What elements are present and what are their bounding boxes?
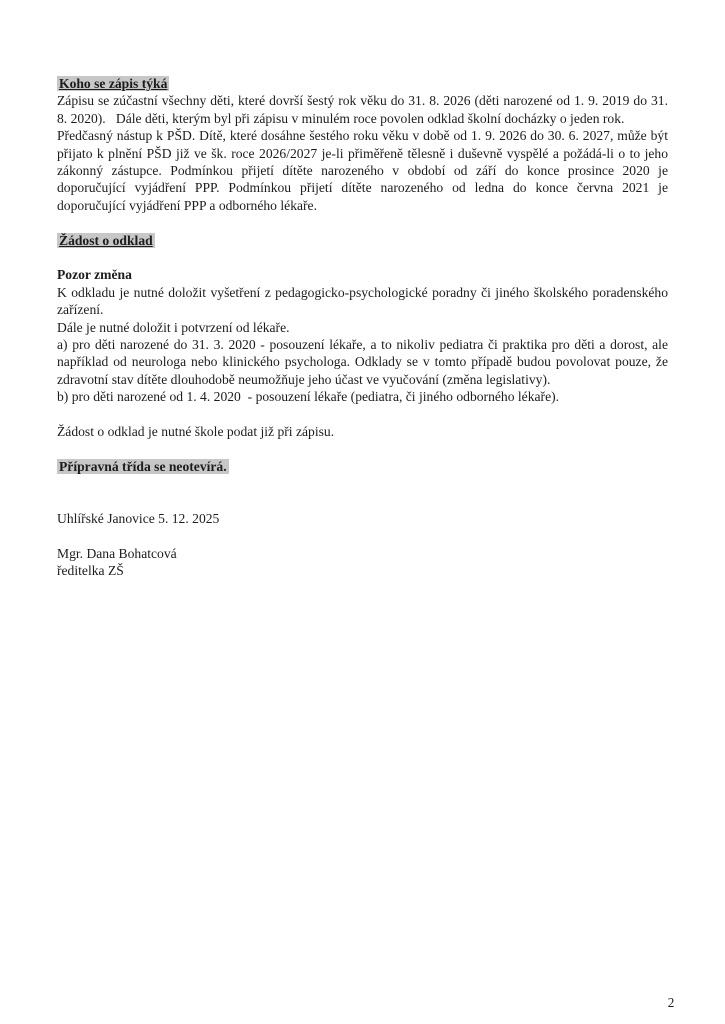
signature-role: ředitelka ZŠ — [57, 563, 124, 579]
blank-line — [57, 493, 668, 510]
paragraph-dale-potvrzeni: Dále je nutné doložit i potvrzení od lékaře. — [57, 319, 290, 335]
page-number: 2 — [667, 995, 675, 1010]
place-date-line: Uhlířské Janovice 5. 12. 2025 — [57, 511, 220, 527]
blank-line — [57, 406, 668, 423]
paragraph-k-odkladu: K odkladu je nutné doložit vyšetření z pedagogicko-psychologické poradny či jiného školského poradenského zařízení. — [57, 284, 668, 318]
section-heading-koho-se-zapis-tyka — [57, 75, 668, 92]
paragraph-deti-narozene-a: a) pro děti narozené do 31. 3. 2020 - posouzení lékaře, a to nikoliv pediatra či praktika pro děti a dorost, ale například od neurologa nebo klinického psychologa. Odklady se v tomto případě budou povolovat pouze, že zdravotní stav dítěte dlouhodobě neumožňuje jeho účast ve vyučování (změna legislativy). — [57, 337, 668, 387]
paragraph-zapis-ucast: Zápisu se zúčastní všechny děti, které dovrší šestý rok věku do 31. 8. 2026 (děti narozené od 1. 9. 2019 do 31. 8. 2020). Dále děti, kterým byl při zápisu v minulém roce povolen odklad školní docházky o jeden rok. — [57, 93, 668, 126]
blank-line — [57, 440, 668, 457]
document-content — [57, 75, 668, 580]
signature-name: Mgr. Dana Bohatcová — [57, 545, 177, 561]
section-heading-text: Koho se zápis týká — [59, 76, 168, 91]
paragraph-deti-narozene-b: b) pro děti narozené od 1. 4. 2020 - posouzení lékaře (pediatra, či jiného odborného lékaře). — [57, 389, 560, 405]
blank-line — [57, 527, 668, 544]
section-heading-zadost-o-odklad — [57, 232, 668, 249]
blank-line — [57, 249, 668, 266]
blank-line — [57, 475, 668, 492]
paragraph-predcasny-nastup: Předčasný nástup k PŠD. Dítě, které dosáhne šestého roku věku v době od 1. 9. 2026 do 30. 6. 2027, může být přijato k plnění PŠD již ve šk. roce 2026/2027 je-li přiměřeně tělesně i duševně vyspělé a požádá-li o to jeho zákonný zástupce. Podmínkou přijetí dítěte narozeného v období od září do konce prosince 2020 je doporučující vyjádření PPP. Podmínkou přijetí dítěte narozeného od ledna do konce června 2021 je doporučující vyjádření PPP a odborného lékaře. — [57, 128, 668, 213]
section-heading-text: Přípravná třída se neotevírá. — [59, 458, 227, 474]
blank-line — [57, 214, 668, 231]
section-heading-pripravna-trida — [57, 458, 668, 475]
paragraph-zadost-podat: Žádost o odklad je nutné škole podat již při zápisu. — [57, 424, 335, 440]
section-heading-text: Žádost o odklad — [59, 232, 153, 248]
subheading-pozor-zmena: Pozor změna — [57, 267, 132, 283]
